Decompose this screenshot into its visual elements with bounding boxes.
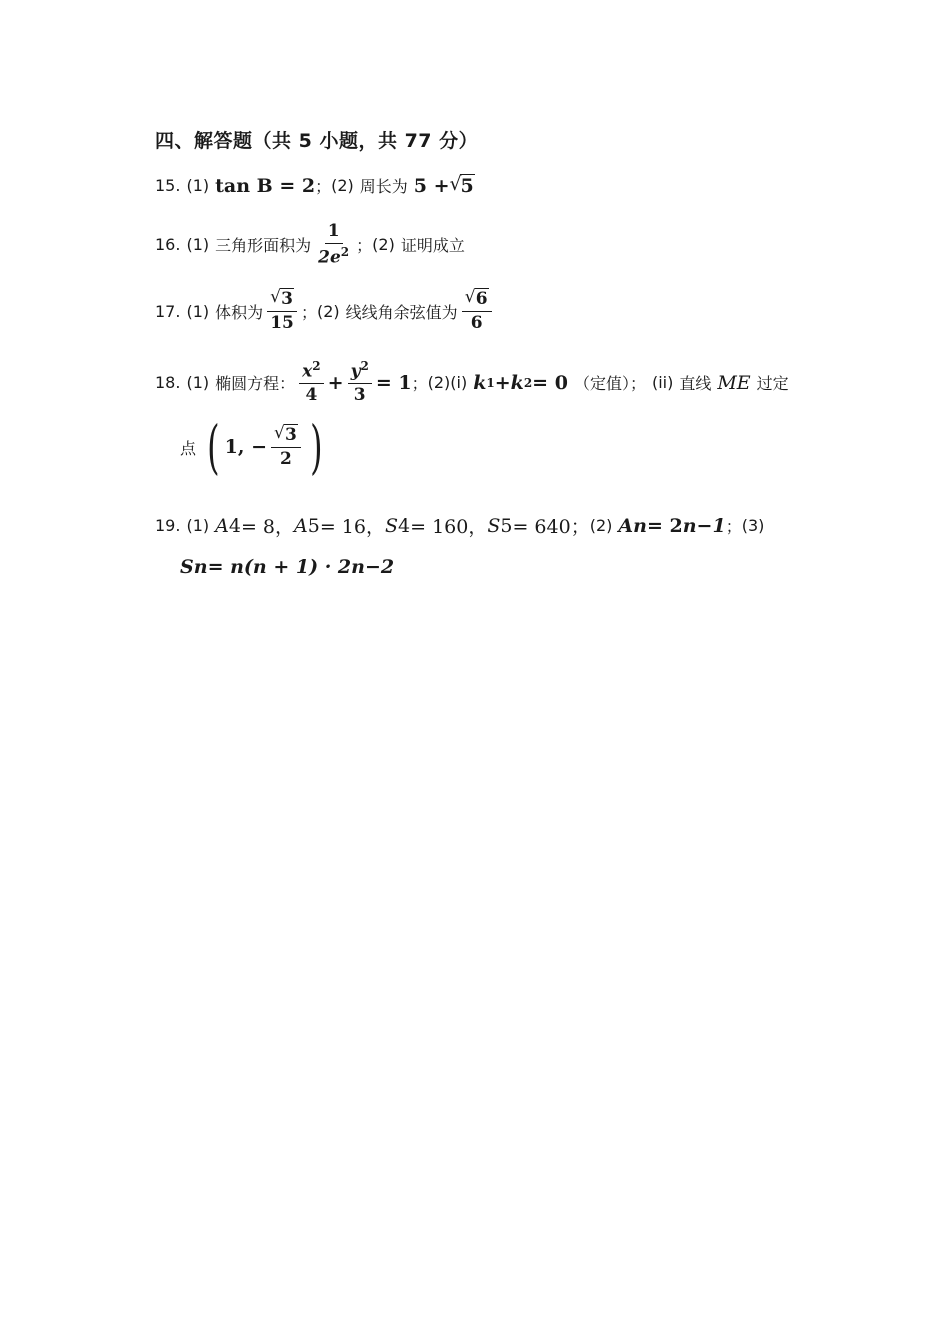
answer-text: 线线角余弦值为 [345, 302, 458, 322]
fraction: $\frac{y^2}{3}$ [348, 360, 372, 405]
answer-19-continued: S n = n(n + 1) · 2 n−2 [180, 556, 395, 578]
var-symbol: A [215, 514, 229, 537]
answer-text: 椭圆方程： [215, 374, 296, 394]
q-number: 15. [155, 176, 181, 195]
answer-text: 三角形面积为 [215, 236, 312, 256]
var-symbol: S [180, 556, 194, 578]
section-heading: 四、解答题（共 5 小题，共 77 分） [155, 130, 479, 152]
separator: ； [315, 177, 332, 196]
answer-18: 18. (1) 椭圆方程： $\frac{x^2}{4}$ + $\frac{y^2}{3}$ = 1 ； (2)(i) k 1 + k 2 = 0 （定值）； (ii) 直线 ME 过定 [155, 359, 789, 406]
q-number: 17. [155, 301, 181, 321]
left-paren: ( [207, 413, 220, 481]
answer-text: 体积为 [215, 302, 264, 322]
separator: ； [725, 517, 742, 536]
var-symbol: A [294, 514, 308, 537]
plus-sign: + [327, 371, 344, 394]
formula: = 16， [319, 516, 385, 538]
answer-text: 过定 [756, 374, 789, 394]
fraction: √ $\frac{6}{6}$ [462, 290, 492, 332]
formula: 5 + [413, 174, 450, 197]
answer-text: 点 [180, 438, 197, 458]
fraction: √ $\frac{3}{2}$ [271, 426, 301, 468]
part-label: (2)(i) [427, 373, 468, 393]
fraction: $\frac{1}{2e^2}$ [318, 221, 350, 268]
formula: = 2 [646, 514, 683, 537]
part-label: (1) [186, 516, 210, 535]
part-label: (3) [741, 516, 765, 535]
part-label: (2) [589, 516, 613, 535]
var-symbol: A [618, 514, 634, 537]
part-label: (2) [317, 301, 340, 321]
formula: = 8， [240, 516, 295, 538]
part-label: (ii) [651, 373, 674, 393]
part-label: (1) [186, 235, 210, 255]
answer-15 [155, 174, 475, 197]
answer-text: 周长为 [359, 177, 408, 196]
answer-17 [155, 290, 496, 332]
answer-text: 直线 [679, 374, 712, 394]
q-number: 16. [155, 235, 181, 255]
k-symbol: k [510, 371, 524, 394]
sqrt-expression: √ 5 [450, 175, 475, 197]
k-symbol: k [473, 371, 487, 394]
formula: = 0 [532, 371, 568, 394]
part-label: (1) [186, 176, 210, 195]
part-label: (2) [372, 235, 395, 255]
formula: = 640； [512, 516, 590, 538]
plus-sign: + [494, 371, 511, 394]
var-symbol: S [487, 514, 501, 537]
formula: tan B = 2 [215, 174, 316, 197]
formula: = 160， [410, 516, 488, 538]
formula: = 1 [375, 371, 412, 394]
separator: ； [411, 374, 428, 394]
part-label: (1) [186, 373, 210, 393]
answer-16 [155, 222, 465, 267]
right-paren: ) [309, 413, 323, 481]
answer-19: 19. (1) A 4 = 8， A 5 = 16， S 4 = 160， S 5 = 640； (2) A n = 2 n−1 ； (3) [155, 512, 764, 539]
formula: = n(n + 1) · 2 [207, 556, 352, 578]
fraction: $\frac{x^2}{4}$ [299, 360, 324, 405]
separator: ； [356, 236, 373, 256]
separator: ； [300, 302, 317, 322]
answer-text: （定值）； [573, 374, 646, 394]
q-number: 19. [155, 516, 181, 535]
answer-18-continued [180, 413, 328, 481]
var-symbol: S [384, 514, 399, 537]
part-label: (2) [331, 176, 354, 195]
point-coordinate: 1, − [224, 436, 268, 458]
line-name: ME [717, 371, 751, 394]
q-number: 18. [155, 373, 181, 393]
part-label: (1) [186, 301, 210, 321]
answer-text: 证明成立 [400, 236, 465, 256]
fraction: √ $\frac{3}{15}$ [267, 290, 297, 332]
